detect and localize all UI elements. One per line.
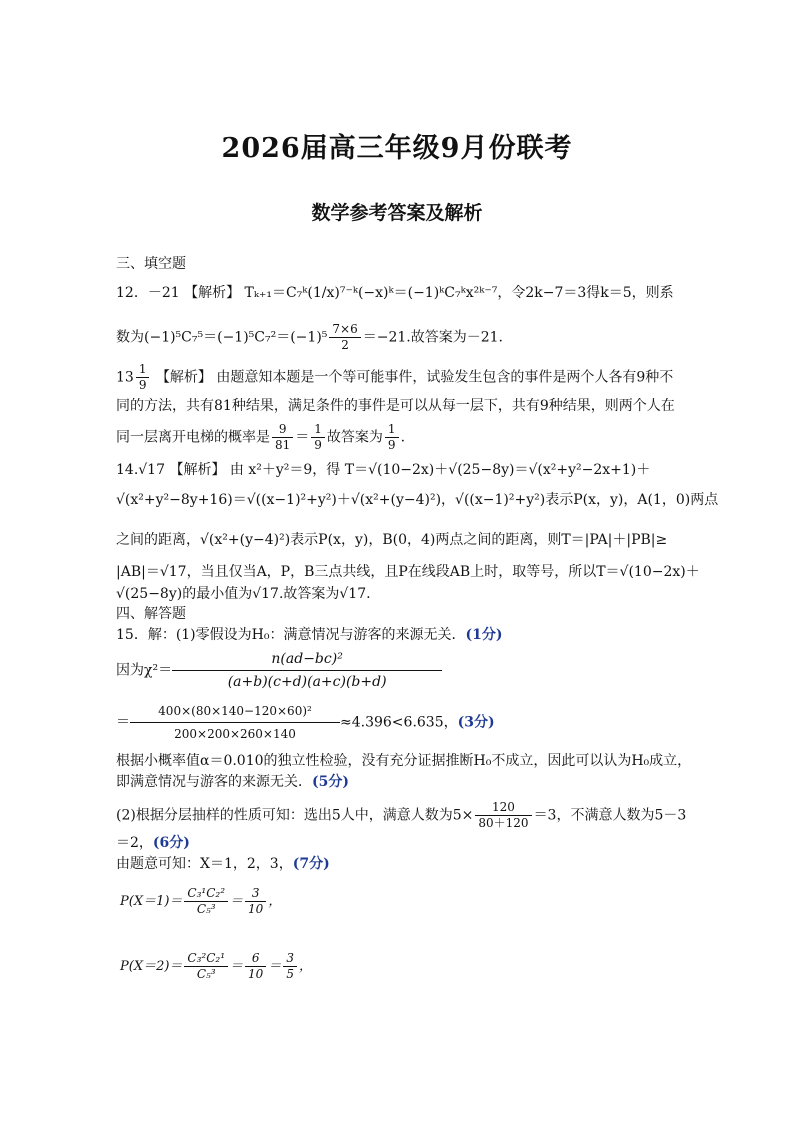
q15-line-1	[116, 625, 682, 645]
p1-num: C₃¹C₂²	[184, 886, 228, 902]
p1-result-fraction	[245, 886, 266, 917]
q13-number: 13	[116, 369, 134, 386]
q13-text-3a: 同一层离开电梯的概率是	[116, 429, 270, 446]
q13-f3-num: 1	[385, 422, 399, 438]
q15-ratio-num: 120	[475, 800, 531, 816]
p1-rnum: 3	[245, 886, 266, 902]
q14-line-5: √(25−8y)的最小值为√17.故答案为√17.	[116, 586, 371, 602]
q15-text-4: 即满意情况与游客的来源无关．	[116, 774, 312, 790]
q13-f1-den: 81	[275, 438, 291, 452]
q13-text-1: 【解析】 由题意知本题是一个等可能事件，试验发生包含的事件是两个人各有9种不	[155, 369, 674, 386]
p2-rnum: 6	[245, 951, 266, 967]
q15-text-6: ＝2，	[116, 835, 153, 851]
q15-score-2: (3分)	[457, 714, 495, 731]
p1-tail: ，	[268, 894, 282, 909]
q15-prob-x1	[120, 886, 281, 917]
p2-result-fraction	[245, 951, 266, 982]
q15-ratio-fraction	[475, 800, 531, 831]
q15-calc	[116, 700, 682, 745]
q13-end: .	[400, 429, 406, 446]
q12-line-2	[116, 322, 682, 353]
q15-score-4: (6分)	[152, 835, 190, 851]
q15-score-1: (1分)	[465, 627, 503, 643]
q13-answer-den: 9	[138, 378, 147, 392]
q15-prob-x2	[120, 951, 312, 982]
q13-answer-num: 1	[136, 362, 150, 378]
q15-ratio-den: 80＋120	[478, 816, 529, 830]
q15-text-7: 由题意可知：X＝1，2，3，	[116, 856, 293, 872]
p1-comb-fraction	[184, 886, 228, 917]
q15-line-5	[116, 800, 687, 831]
q13-line-1	[116, 362, 682, 393]
section-heading-answer: 四、解答题	[116, 606, 186, 622]
q15-calc-num: 400×(80×140−120×60)²	[130, 700, 340, 723]
q15-line-7	[116, 854, 682, 874]
p1-rden: 10	[248, 902, 264, 916]
q15-score-3: (5分)	[312, 774, 349, 790]
q12-text-a: 数为(−1)⁵C₇⁵＝(−1)⁵C₇²＝(−1)⁵	[116, 329, 328, 346]
q13-f2-den: 9	[314, 438, 322, 452]
q15-text-5b: ＝3，不满意人数为5－3	[533, 807, 687, 824]
q13-text-3b: 故答案为	[326, 429, 383, 446]
q12-fraction	[329, 322, 360, 353]
q13-f1-num: 9	[272, 422, 293, 438]
q15-chi-den: (a+b)(c+d)(a+c)(b+d)	[227, 674, 387, 690]
p2-mid2: ＝	[268, 959, 282, 974]
q12-frac-num: 7×6	[329, 322, 360, 338]
p1-den: C₅³	[196, 902, 216, 916]
p2-tail: ，	[298, 959, 312, 974]
p2-num: C₃²C₂¹	[184, 951, 228, 967]
q15-line-3: 根据小概率值α＝0.010的独立性检验，没有充分证据推断H₀不成立，因此可以认为H₀成立，	[116, 753, 692, 769]
q13-f2-num: 1	[311, 422, 325, 438]
q13-frac-1	[272, 422, 293, 453]
q15-text-1: 15．解：(1)零假设为H₀：满意情况与游客的来源无关．	[116, 627, 466, 643]
q15-chi-fraction	[172, 648, 442, 693]
q15-text-5a: (2)根据分层抽样的性质可知：选出5人中，满意人数为5×	[116, 807, 474, 824]
q15-calc-tail: ≈4.396<6.635，	[340, 714, 458, 731]
p2-comb-fraction	[184, 951, 228, 982]
q13-line-3	[116, 422, 682, 453]
q15-chi-formula	[116, 648, 682, 693]
q15-calc-den: 200×200×260×140	[174, 727, 296, 741]
q13-frac-2	[311, 422, 325, 453]
p2-rden: 10	[248, 967, 264, 981]
q15-score-5: (7分)	[292, 856, 330, 872]
q13-frac-3	[385, 422, 399, 453]
q15-calc-fraction	[130, 700, 340, 745]
q15-line-4	[116, 772, 682, 792]
q13-f3-den: 9	[387, 438, 396, 452]
p1-mid: ＝	[230, 894, 244, 909]
q13-answer-fraction	[136, 362, 150, 393]
q14-line-2: √(x²+y²−8y+16)＝√((x−1)²+y²)＋√(x²+(y−4)²)，√((x−1)²+y²)表示P(x，y)，A(1，0)两点	[116, 492, 719, 508]
q15-chi-num: n(ad−bc)²	[172, 648, 442, 671]
section-heading-fill: 三、填空题	[116, 256, 186, 272]
p2-simplified-fraction	[283, 951, 297, 982]
document-subtitle: 数学参考答案及解析	[311, 202, 483, 224]
p2-r2den: 5	[286, 967, 294, 981]
q13-line-2: 同的方法，共有81种结果，满足条件的事件是可以从每一层下，共有9种结果，则两个人在	[116, 398, 675, 414]
p2-mid: ＝	[230, 959, 244, 974]
p1-lead: P(X＝1)＝	[120, 894, 183, 909]
q12-line-1: 12．－21 【解析】 Tₖ₊₁＝C₇ᵏ(1/x)⁷⁻ᵏ(−x)ᵏ＝(−1)ᵏC₇ᵏx²ᵏ⁻⁷，令2k−7＝3得k＝5，则系	[116, 285, 674, 301]
q14-line-1: 14.√17 【解析】 由 x²＋y²＝9，得 T＝√(10−2x)＋√(25−8y)＝√(x²+y²−2x+1)＋	[116, 462, 651, 478]
q12-text-b: ＝−21.故答案为－21.	[362, 329, 503, 346]
q15-calc-lead: ＝	[116, 714, 130, 731]
q14-line-3: 之间的距离，√(x²+(y−4)²)表示P(x，y)，B(0，4)两点之间的距离，则T＝|PA|＋|PB|≥	[116, 532, 668, 548]
q15-line-6	[116, 833, 682, 853]
q15-chi-lead: 因为χ²＝	[116, 662, 173, 679]
q12-frac-den: 2	[341, 338, 349, 352]
p2-den: C₅³	[196, 967, 216, 981]
document-title: 2026届高三年级9月份联考	[221, 133, 573, 164]
p2-r2num: 3	[283, 951, 297, 967]
p2-lead: P(X＝2)＝	[120, 959, 183, 974]
q14-line-4: |AB|＝√17，当且仅当A，P，B三点共线，且P在线段AB上时，取等号，所以T＝√(10−2x)＋	[116, 564, 700, 580]
q13-equals: ＝	[295, 429, 310, 446]
